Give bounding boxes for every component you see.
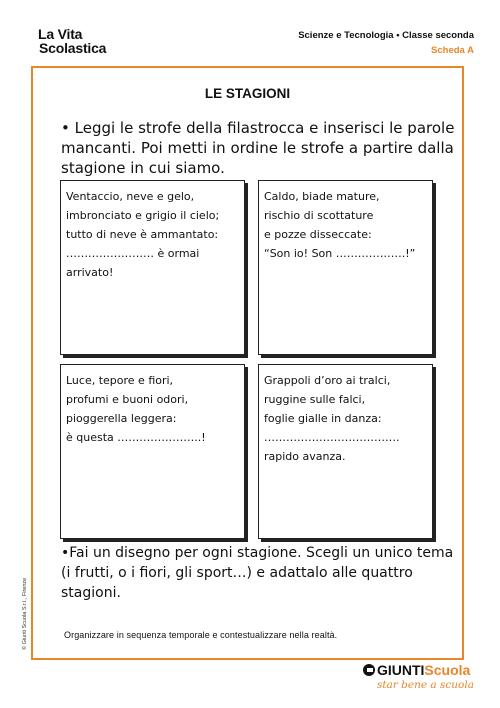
verse-line: Caldo, biade mature, — [264, 190, 380, 203]
verse-blank-line: “Son io! Son ……………….!” — [264, 247, 416, 260]
verse-box-spring — [60, 364, 245, 539]
magazine-logo — [38, 27, 106, 55]
learning-objective: Organizzare in sequenza temporale e contestualizzare nella realtà. — [64, 630, 338, 640]
verse-line: Grappoli d’oro ai tralci, — [264, 374, 391, 387]
scheda-label: Scheda A — [431, 45, 474, 56]
verse-line: foglie gialle in danza: — [264, 412, 382, 425]
verse-line: Luce, tepore e fiori, — [66, 374, 174, 387]
worksheet-title: LE STAGIONI — [204, 86, 291, 101]
subject-label: Scienze e Tecnologia • Classe seconda — [298, 30, 474, 41]
verse-line: Ventaccio, neve e gelo, — [66, 190, 195, 203]
verse-line: rapido avanza. — [264, 450, 346, 463]
logo-line-1: La Vita — [38, 26, 83, 42]
verse-line: arrivato! — [66, 266, 114, 279]
worksheet-frame — [31, 66, 464, 660]
verse-line: imbronciato e grigio il cielo; — [66, 209, 220, 222]
brand-name: GIUNTI — [376, 662, 425, 678]
instruction-2: •Fai un disegno per ogni stagione. Scegli un unico tema (i frutti, o i fiori, gli sport…) e adattalo alle quattro stagioni. — [61, 545, 454, 601]
verse-line: profumi e buoni odori, — [66, 393, 189, 406]
copyright-notice: © Giunti Scuola S.r.l., Firenze — [22, 577, 28, 650]
verse-line: tutto di neve è ammantato: — [66, 228, 219, 241]
brand-slogan: star bene a scuola — [376, 679, 474, 691]
logo-line-2: Scolastica — [39, 40, 107, 56]
verse-line: ruggine sulle falci, — [264, 393, 366, 406]
brand-suffix: Scuola — [424, 662, 471, 678]
verse-box-winter — [60, 180, 245, 355]
verse-box-summer — [258, 180, 433, 355]
verse-blank-line: ………………………………. — [264, 431, 400, 444]
verse-blank-line: …………………… è ormai — [66, 247, 200, 260]
verse-line: pioggerella leggera: — [66, 412, 177, 425]
publisher-brand — [363, 662, 474, 691]
instruction-1: • Leggi le strofe della filastrocca e inserisci le parole mancanti. Poi metti in ordine le strofe a partire dalla stagione in cui siamo. — [61, 119, 455, 177]
verse-blank-line: è questa …………………..! — [66, 431, 206, 444]
header-info — [298, 30, 474, 56]
verse-line: rischio di scottature — [264, 209, 374, 222]
verse-line: e pozze disseccate: — [264, 228, 372, 241]
verse-box-autumn — [258, 364, 433, 539]
giunti-g-icon — [363, 664, 375, 676]
